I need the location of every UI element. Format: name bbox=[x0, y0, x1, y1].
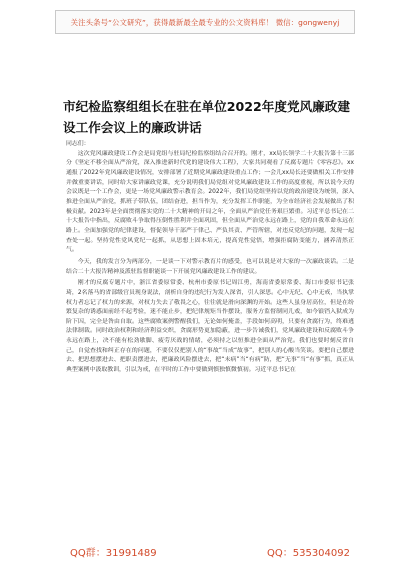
paragraph-3: 刚才的反腐专题片中，浙江省委原常委、杭州市委原书记周江勇，海南省委原常委、海口市委原书记张琦，2名落马的省部级官员现身说法，剖析自身的违纪行为发人深省，引人深思。心中无纪、心中无戒，当执掌权力者忘记了权力的来源，对权力失去了敬畏之心，往往就是滑向深渊的开始。这些人虽身居高位，但是在纷繁复杂的诱惑面前经不起考验，迷不能止步，把纪律规矩当作摆设，服务方监督制同儿戏，如今锒铛入狱成为阶下囚，完全是咎由自取。这些腐败案例警醒我们，无论如何掩盖，手段如何高明，只要有贪腐行为，终难逃法律制裁。同时政治权利和经济利益交织，贪腐形势更加隐蔽，进一步告诫我们，党风廉政建设和反腐败斗争永远在路上，决不能有松劲歇脚、疲劳厌战的情绪，必须持之以恒推进全面从严治党。我们也要时刻反省自己，自觉查找和纠正存在的问题，不要仅仅把别人的“事故”当成“故事”，把别人的心酸当笑谈。要把自己摆进去、把思想摆进去、把职责摆进去，把廉政风险摆进去，把“未病”当“有病”防，把“无事”当“有事”抓，真正从典型案例中汲取教训，引以为戒，在平时的工作中要做到慎独慎微慎初。习近平总书记在 bbox=[66, 280, 354, 374]
promo-banner-text: 关注头条号“公文研究”，获得最新最全最专业的公文资料库！ 微信：gongwenyj bbox=[70, 17, 340, 27]
promo-banner bbox=[55, 10, 355, 34]
contact-footer bbox=[70, 542, 350, 560]
qq-number: QQ：535304092 bbox=[266, 547, 350, 559]
paragraph-2: 今天，我的发言分为两部分，一是谈一下对警示教育片的感受，也可以说是对大家的一次廉政谈话。二是结合二十大报告精神及派驻监督职能谈一下开展党风廉政建设工作的建议。 bbox=[66, 258, 354, 275]
document-title: 市纪检监察组组长在驻在单位2022年度党风廉政建设工作会议上的廉政讲话 bbox=[63, 99, 350, 135]
paragraph-1: 这次党风廉政建设工作会是局党组与驻局纪检监察组结合召开的。刚才，xx局长领学二十大报告第十三部分《坚定不移全面从严治党，深入推进新时代党的建设伟大工程》，大家共同观看了反腐专题片《零容忍》。xx通报了2022年党风廉政建设情况，安排部署了近期党风廉政建设重点工作；一会儿xx局长还要做相关工作安排并做重要讲话，同时给大家讲廉政党课，充分说明我们局党组对党风廉政建设工作的高度重视，所以说今天的会议既是一个工作会，更是一场党风廉政警示教育会。2022年，我们局党组坚持以党的政治建设为统领，深入推进全面从严治党，抓班子带队伍，团结奋进，担当作为，充分发挥工作职能，为全市经济社会发展做出了积极贡献。2023年是全面贯彻落实党的二十大精神的开局之年，全面从严治党任务艰巨繁重。习近平总书记在二十大报告中指出，反腐败斗争取得压倒性胜利并全面巩固，但全面从严治党永远在路上，党的自我革命永远在路上。全面加强党的纪律建设，督促领导干部严于律己、严负其责、严管所辖，对违反党纪的问题，发现一起查处一起。坚持党性党风党纪一起抓，从思想上固本培元，提高党性觉悟，增强拒腐防变能力，涵养清然正气。 bbox=[66, 150, 354, 254]
qq-group-number: QQ群：31991489 bbox=[70, 547, 157, 559]
document-body bbox=[66, 140, 354, 376]
salutation: 同志们： bbox=[66, 141, 90, 147]
